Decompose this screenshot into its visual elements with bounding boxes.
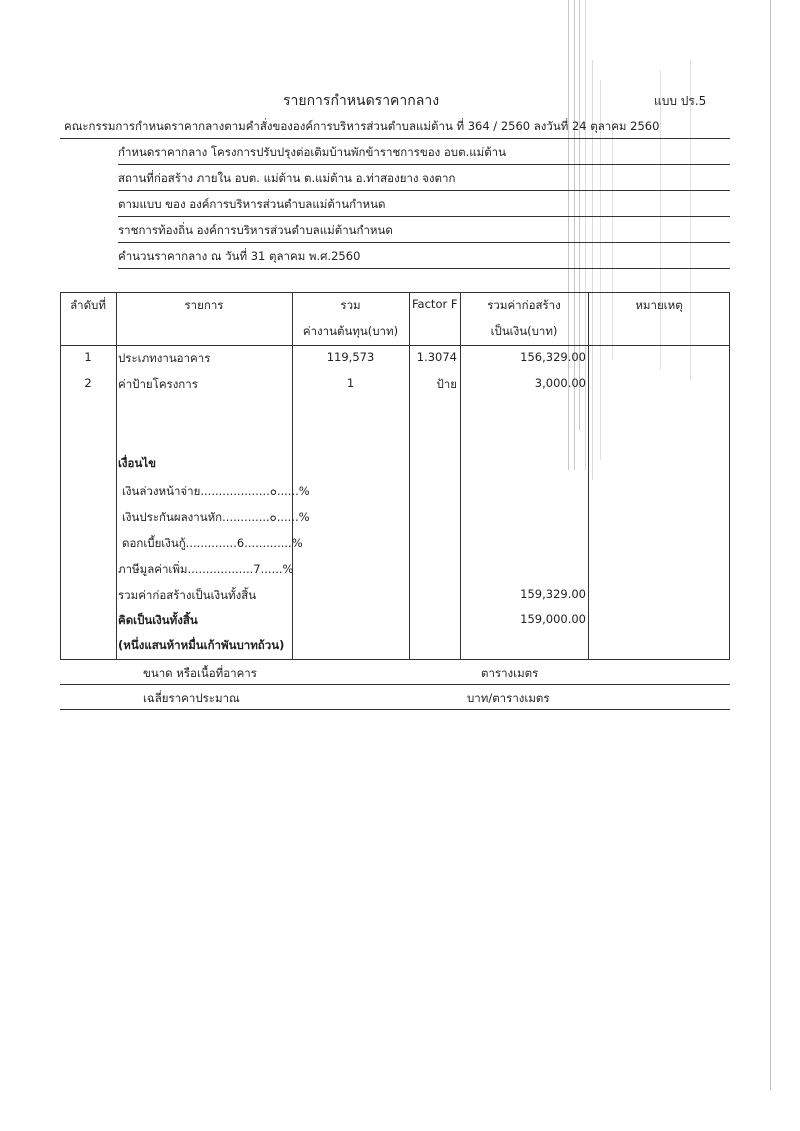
final-value: 159,000.00 — [520, 612, 586, 626]
header-sum-sub: เป็นเงิน(บาท) — [490, 324, 558, 338]
info-row: ราชการท้องถิ่น องค์การบริหารส่วนตำบลแม่ต้านกำหนด — [118, 223, 393, 237]
final-label: คิดเป็นเงินทั้งสิ้น — [118, 613, 198, 627]
condition-vat: ภาษีมูลค่าเพิ่ม..................7......% — [118, 562, 294, 576]
header-no: ลำดับที่ — [70, 298, 106, 312]
row-amount: 156,329.00 — [520, 350, 586, 364]
avg-label: เฉลี่ยราคาประมาณ — [143, 691, 240, 705]
row-item: ประเภทงานอาคาร — [118, 351, 211, 365]
committee-line: คณะกรรมการกำหนดราคากลางตามคำสั่งขององค์การบริหารส่วนตำบลแม่ต้าน ที่ 364 / 2560 ลงวันที่ 24 ตุลาคม 2560 — [64, 119, 660, 133]
page-title: รายการกำหนดราคากลาง — [283, 93, 440, 109]
divider — [60, 684, 730, 685]
conditions-heading: เงื่อนไข — [118, 456, 156, 470]
row-factor: ป้าย — [436, 377, 457, 391]
info-row: ตามแบบ ของ องค์การบริหารส่วนตำบลแม่ต้านกำหนด — [118, 197, 386, 211]
divider — [60, 709, 730, 710]
condition-guarantee: เงินประกันผลงานหัก.............๐......% — [122, 510, 310, 524]
info-row: กำหนดราคากลาง โครงการปรับปรุงต่อเติมบ้านพักข้าราชการของ อบต.แม่ต้าน — [118, 145, 507, 159]
info-row: สถานที่ก่อสร้าง ภายใน อบต. แม่ต้าน ต.แม่ต้าน อ.ท่าสองยาง จงตาก — [118, 171, 456, 185]
header-item: รายการ — [184, 298, 224, 312]
header-factor: Factor F — [412, 297, 458, 311]
form-code: แบบ ปร.5 — [654, 94, 707, 108]
row-factor: 1.3074 — [416, 350, 457, 364]
header-total-sub: ค่างานต้นทุน(บาท) — [302, 324, 399, 338]
row-cost: 1 — [346, 376, 355, 390]
header-sum: รวมค่าก่อสร้าง — [487, 298, 561, 312]
avg-unit: บาท/ตารางเมตร — [467, 691, 550, 705]
header-remark: หมายเหตุ — [635, 298, 683, 312]
row-amount: 3,000.00 — [534, 376, 586, 390]
info-row: คำนวนราคากลาง ณ วันที่ 31 ตุลาคม พ.ศ.2560 — [118, 249, 361, 263]
condition-interest: ดอกเบี้ยเงินกู้..............6.............% — [122, 536, 303, 550]
condition-advance: เงินล่วงหน้าจ่าย...................๐......% — [122, 484, 310, 498]
total-label: รวมค่าก่อสร้างเป็นเงินทั้งสิ้น — [118, 588, 257, 602]
header-total: รวม — [340, 298, 361, 312]
row-no: 1 — [84, 350, 92, 364]
row-no: 2 — [84, 376, 92, 390]
final-words: (หนึ่งแสนห้าหมื่นเก้าพันบาทถ้วน) — [118, 638, 285, 652]
total-value: 159,329.00 — [520, 587, 586, 601]
row-cost: 119,573 — [326, 350, 375, 364]
row-item: ค่าป้ายโครงการ — [118, 377, 198, 391]
size-label: ขนาด หรือเนื้อที่อาคาร — [143, 666, 257, 680]
divider — [60, 138, 730, 139]
size-unit: ตารางเมตร — [481, 666, 539, 680]
